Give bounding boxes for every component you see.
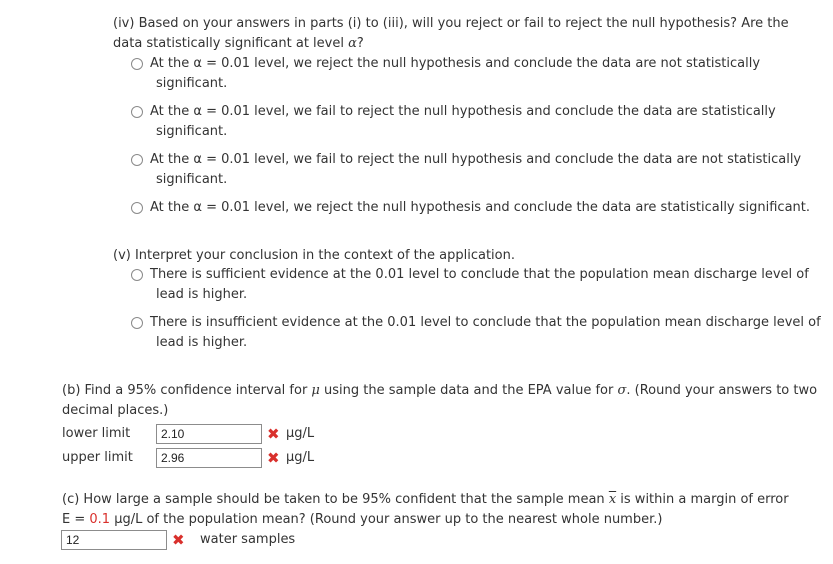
upper-limit-unit: µg/L: [286, 450, 315, 465]
incorrect-x-icon: ✖: [267, 425, 280, 443]
part-b-prompt-line1: [62, 381, 817, 401]
radio-button[interactable]: [131, 106, 143, 118]
text: (c) How large a sample should be taken to be 95% confident that the sample mean: [62, 492, 609, 507]
sample-size-unit: water samples: [200, 532, 296, 547]
option-text-cont: significant.: [156, 172, 228, 187]
x-bar-symbol: $\overline{x}$: [608, 492, 617, 507]
text: is within a margin of error: [616, 492, 789, 507]
radio-button[interactable]: [131, 202, 143, 214]
margin-of-error-value: 0.1: [89, 512, 111, 527]
option-text: There is insufficient evidence at the 0.01 level to conclude that the population mean discharge level of: [150, 315, 821, 330]
part-c-prompt-line1: [62, 490, 789, 510]
sigma-symbol: σ: [617, 383, 627, 398]
option-text: At the α = 0.01 level, we fail to reject the null hypothesis and conclude the data are not statistically: [150, 152, 802, 167]
lower-limit-input[interactable]: 2.10: [156, 424, 262, 444]
radio-button[interactable]: [131, 58, 143, 70]
incorrect-x-icon: ✖: [267, 449, 280, 467]
radio-button[interactable]: [131, 269, 143, 281]
option-text-cont: significant.: [156, 124, 228, 139]
alpha-symbol: α: [348, 36, 357, 51]
part-c-prompt-line2: [62, 510, 662, 530]
upper-limit-label: upper limit: [62, 450, 133, 465]
option-text-cont: lead is higher.: [156, 287, 248, 302]
option-text: At the α = 0.01 level, we reject the null hypothesis and conclude the data are statistically significant.: [150, 200, 811, 215]
part-v-prompt: (v) Interpret your conclusion in the context of the application.: [113, 248, 515, 263]
sample-size-input[interactable]: 12: [61, 530, 167, 550]
option-text: There is sufficient evidence at the 0.01 level to conclude that the population mean discharge level of: [150, 267, 809, 282]
text: (b) Find a 95% confidence interval for: [62, 383, 312, 398]
lower-limit-label: lower limit: [62, 426, 131, 441]
option-text-cont: lead is higher.: [156, 335, 248, 350]
option-text: At the α = 0.01 level, we fail to reject the null hypothesis and conclude the data are statistically: [150, 104, 776, 119]
option-text: At the α = 0.01 level, we reject the null hypothesis and conclude the data are not statistically: [150, 56, 761, 71]
text: . (Round your answers to two: [626, 383, 818, 398]
lower-limit-unit: µg/L: [286, 426, 315, 441]
incorrect-x-icon: ✖: [172, 531, 185, 549]
upper-limit-input[interactable]: 2.96: [156, 448, 262, 468]
part-iv-prompt-line1: (iv) Based on your answers in parts (i) to (iii), will you reject or fail to reject the null hypothesis? Are the: [113, 16, 789, 31]
radio-button[interactable]: [131, 154, 143, 166]
radio-button[interactable]: [131, 317, 143, 329]
mu-symbol: μ: [311, 383, 320, 398]
part-b-prompt-line2: decimal places.): [62, 403, 169, 418]
option-text-cont: significant.: [156, 76, 228, 91]
text: using the sample data and the EPA value for: [319, 383, 618, 398]
text: µg/L of the population mean? (Round your answer up to the nearest whole number.): [110, 512, 663, 527]
text: E =: [62, 512, 90, 527]
part-iv-prompt-suffix: ?: [356, 36, 364, 51]
part-iv-prompt-text: data statistically significant at level: [113, 36, 349, 51]
part-iv-prompt-line2: [113, 34, 364, 54]
